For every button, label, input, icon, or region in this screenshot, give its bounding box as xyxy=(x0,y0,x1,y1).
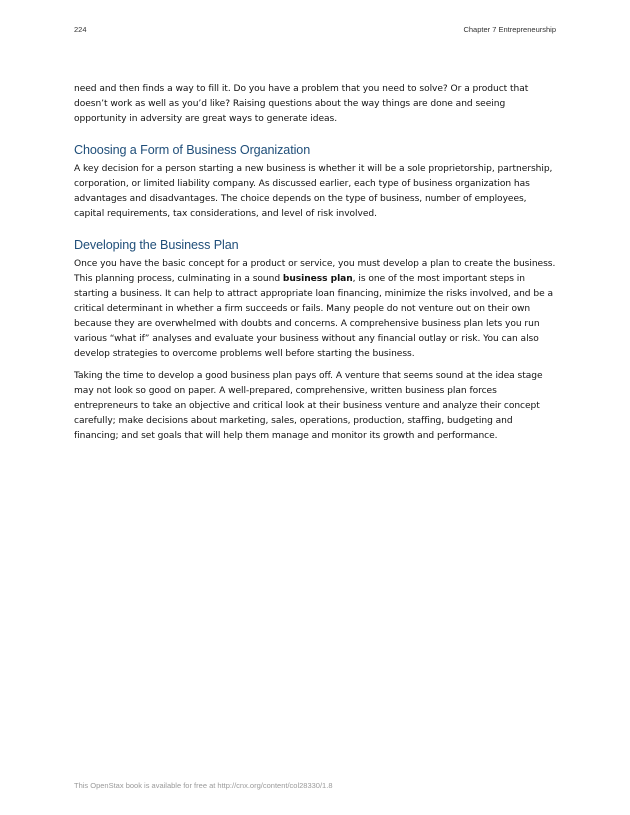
paragraph-text-before: Once you have the basic concept for a product or service, you must develop a plan to create the business. This planning process, culminating in a sound xyxy=(74,259,556,284)
business-organization-paragraph: A key decision for a person starting a new business is whether it will be a sole proprietorship, partnership, corporation, or limited liability company. As discussed earlier, each type of business organization has advantages and disadvantages. The choice depends on the type of business, number of employees, capital requirements, tax considerations, and level of risk involved. xyxy=(74,164,553,219)
chapter-title: Chapter 7 Entrepreneurship xyxy=(463,25,556,34)
section-heading-business-organization: Choosing a Form of Business Organization xyxy=(74,143,311,157)
business-plan-paragraph-2: Taking the time to develop a good business plan pays off. A venture that seems sound at the idea stage may not look so good on paper. A well-prepared, comprehensive, written business plan forces entrepreneurs to take an objective and critical look at their business venture and analyze their concept carefully; make decisions about marketing, sales, operations, production, staffing, budgeting and financing; and set goals that will help them manage and monitor its growth and performance. xyxy=(74,371,543,441)
footer-note: This OpenStax book is available for free at http://cnx.org/content/col28330/1.8 xyxy=(74,781,333,790)
intro-paragraph: need and then finds a way to fill it. Do you have a problem that you need to solve? Or a product that doesn’t work as well as you’d like? Raising questions about the way things are done and seeing opportunity in adversity are great ways to generate ideas. xyxy=(74,84,529,124)
page-content xyxy=(74,82,558,451)
page-number: 224 xyxy=(74,25,87,34)
key-term-business-plan: business plan xyxy=(282,274,353,284)
business-plan-paragraph-1 xyxy=(74,257,558,362)
paragraph-text-after: , is one of the most important steps in starting a business. It can help to attract appropriate loan financing, minimize the risks involved, and be a critical determinant in whether a firm succeeds or fails. Many people do not venture out on their own because they are overwhelmed with doubts and concerns. A comprehensive business plan lets you run various “what if” analyses and evaluate your business without any financial outlay or risk. You can also develop strategies to overcome problems well before starting the business. xyxy=(74,274,553,359)
section-heading-business-plan: Developing the Business Plan xyxy=(74,238,239,252)
